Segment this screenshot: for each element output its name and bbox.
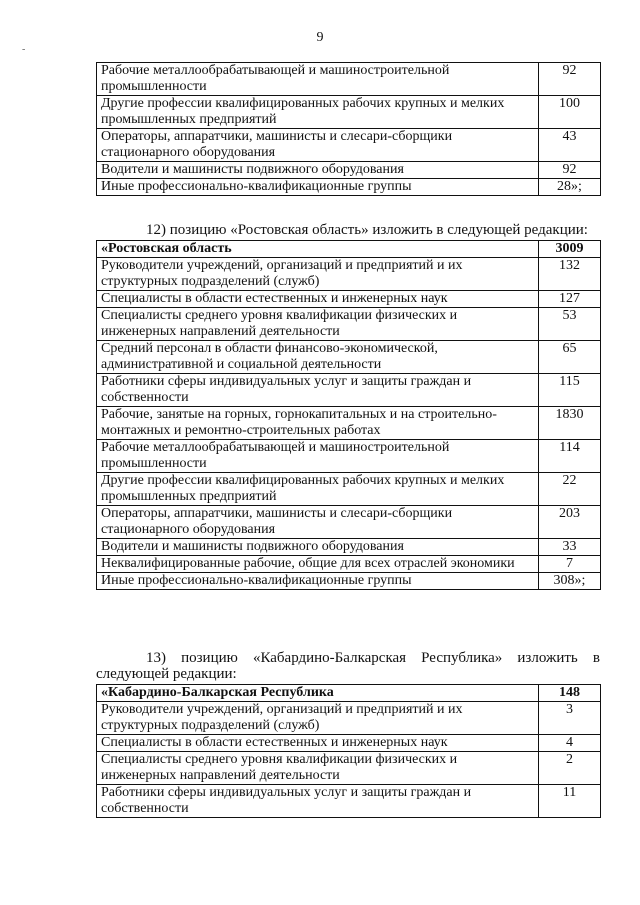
row-label: Рабочие, занятые на горных, горнокапитальных и на строительно-монтажных и ремонтно-строительных работах — [97, 407, 539, 440]
table-row — [97, 539, 601, 556]
table-top — [96, 62, 601, 196]
row-value: 65 — [539, 341, 601, 374]
row-label: Другие профессии квалифицированных рабочих крупных и мелких промышленных предприятий — [97, 473, 539, 506]
table-header-row — [97, 241, 601, 258]
row-value: 43 — [539, 129, 601, 162]
section-13-intro-line1 — [96, 650, 600, 666]
row-value: 100 — [539, 96, 601, 129]
row-value: 92 — [539, 162, 601, 179]
section-12-intro: 12) позицию «Ростовская область» изложить в следующей редакции: — [146, 222, 588, 238]
row-label: Другие профессии квалифицированных рабочих крупных и мелких промышленных предприятий — [97, 96, 539, 129]
row-value: 115 — [539, 374, 601, 407]
row-label: Специалисты в области естественных и инженерных наук — [97, 291, 539, 308]
section-13-intro — [96, 650, 600, 682]
row-value: 132 — [539, 258, 601, 291]
table-row — [97, 752, 601, 785]
row-label: Операторы, аппаратчики, машинисты и слесари-сборщики стационарного оборудования — [97, 129, 539, 162]
table-row — [97, 407, 601, 440]
row-label: «Кабардино-Балкарская Республика — [97, 685, 539, 702]
row-label: Специалисты среднего уровня квалификации физических и инженерных направлений деятельности — [97, 308, 539, 341]
table-row — [97, 556, 601, 573]
row-value: 127 — [539, 291, 601, 308]
row-label: Рабочие металлообрабатывающей и машиностроительной промышленности — [97, 440, 539, 473]
row-label: Иные профессионально-квалификационные группы — [97, 179, 539, 196]
row-label: Специалисты в области естественных и инженерных наук — [97, 735, 539, 752]
table-row — [97, 291, 601, 308]
table-row — [97, 179, 601, 196]
row-label: Рабочие металлообрабатывающей и машиностроительной промышленности — [97, 63, 539, 96]
row-label: Средний персонал в области финансово-экономической, административной и социальной деятельности — [97, 341, 539, 374]
margin-mark: - — [22, 44, 26, 55]
section-13-intro-line2: следующей редакции: — [96, 666, 237, 682]
table-row — [97, 702, 601, 735]
row-label: Специалисты среднего уровня квалификации физических и инженерных направлений деятельности — [97, 752, 539, 785]
table-row — [97, 374, 601, 407]
table-row — [97, 785, 601, 818]
table-row — [97, 258, 601, 291]
row-label: Неквалифицированные рабочие, общие для всех отраслей экономики — [97, 556, 539, 573]
row-value: 11 — [539, 785, 601, 818]
table-kbr-body — [97, 685, 601, 818]
row-label: Иные профессионально-квалификационные группы — [97, 573, 539, 590]
intro-word: 13) — [146, 650, 166, 666]
table-row — [97, 96, 601, 129]
intro-word: изложить — [517, 650, 578, 666]
row-value: 4 — [539, 735, 601, 752]
page-number: 9 — [316, 30, 324, 45]
row-label: Руководители учреждений, организаций и предприятий и их структурных подразделений (служб) — [97, 702, 539, 735]
row-value: 148 — [539, 685, 601, 702]
table-header-row — [97, 685, 601, 702]
row-value: 1830 — [539, 407, 601, 440]
table-rostov-body — [97, 241, 601, 590]
row-label: Водители и машинисты подвижного оборудования — [97, 162, 539, 179]
intro-word: «Кабардино-Балкарская — [252, 650, 407, 666]
row-value: 203 — [539, 506, 601, 539]
row-value: 28»; — [539, 179, 601, 196]
row-label: Операторы, аппаратчики, машинисты и слесари-сборщики стационарного оборудования — [97, 506, 539, 539]
table-top-body — [97, 63, 601, 196]
row-value: 92 — [539, 63, 601, 96]
intro-word: Республика» — [421, 650, 503, 666]
row-value: 53 — [539, 308, 601, 341]
row-value: 3009 — [539, 241, 601, 258]
row-value: 114 — [539, 440, 601, 473]
row-value: 7 — [539, 556, 601, 573]
intro-word: позицию — [181, 650, 238, 666]
row-value: 22 — [539, 473, 601, 506]
table-row — [97, 341, 601, 374]
row-value: 3 — [539, 702, 601, 735]
table-row — [97, 440, 601, 473]
table-row — [97, 573, 601, 590]
table-row — [97, 735, 601, 752]
row-value: 33 — [539, 539, 601, 556]
table-kbr — [96, 684, 601, 818]
row-label: Руководители учреждений, организаций и предприятий и их структурных подразделений (служб) — [97, 258, 539, 291]
row-value: 308»; — [539, 573, 601, 590]
table-row — [97, 473, 601, 506]
table-row — [97, 308, 601, 341]
table-row — [97, 506, 601, 539]
intro-word: в — [592, 650, 600, 666]
table-row — [97, 129, 601, 162]
row-value: 2 — [539, 752, 601, 785]
table-rostov — [96, 240, 601, 590]
row-label: Водители и машинисты подвижного оборудования — [97, 539, 539, 556]
row-label: «Ростовская область — [97, 241, 539, 258]
table-row — [97, 162, 601, 179]
table-row — [97, 63, 601, 96]
row-label: Работники сферы индивидуальных услуг и защиты граждан и собственности — [97, 374, 539, 407]
row-label: Работники сферы индивидуальных услуг и защиты граждан и собственности — [97, 785, 539, 818]
